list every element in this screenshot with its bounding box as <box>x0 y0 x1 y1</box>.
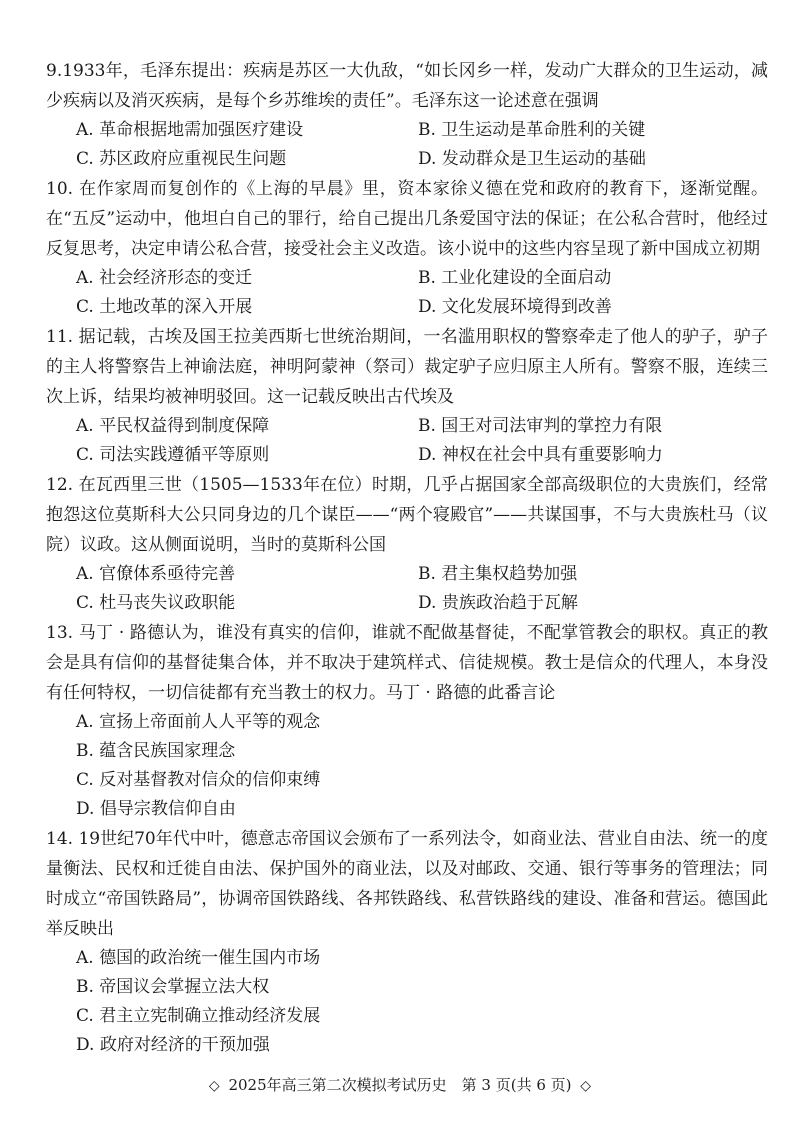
option-a: A. 宣扬上帝面前人人平等的观念 <box>76 712 321 732</box>
question-11 <box>46 322 768 470</box>
options <box>76 944 768 1060</box>
option-b: B. 卫生运动是革命胜利的关键 <box>418 120 646 140</box>
option-c: C. 司法实践遵循平等原则 <box>76 445 270 465</box>
option-c: C. 苏区政府应重视民生问题 <box>76 149 287 169</box>
question-14 <box>46 824 768 1060</box>
option-b: B. 蕴含民族国家理念 <box>76 741 236 761</box>
question-stem: 12. 在瓦西里三世（1505—1533年在位）时期，几乎占据国家全部高级职位的大贵族们，经常抱怨这位莫斯科大公只同身边的几个谋臣——“两个寝殿官”——共谋国事，不与大贵族杜马（议院）议政。这从侧面说明，当时的莫斯科公国 <box>46 475 768 555</box>
option-a: A. 革命根据地需加强医疗建设 <box>76 120 304 140</box>
question-stem: 11. 据记载，古埃及国王拉美西斯七世统治期间，一名滥用职权的警察牵走了他人的驴子，驴子的主人将警察告上神谕法庭，神明阿蒙神（祭司）裁定驴子应归原主人所有。警察不服，连续三次上诉，结果均被神明驳回。这一记载反映出古代埃及 <box>46 327 768 407</box>
page-footer <box>0 1074 800 1097</box>
option-d: D. 倡导宗教信仰自由 <box>76 799 236 819</box>
option-a: A. 平民权益得到制度保障 <box>76 416 270 436</box>
options <box>76 560 768 618</box>
option-b: B. 帝国议会掌握立法大权 <box>76 977 270 997</box>
option-b: B. 工业化建设的全面启动 <box>418 268 612 288</box>
question-stem: 13. 马丁 · 路德认为，谁没有真实的信仰，谁就不配做基督徒，不配掌管教会的职权。真正的教会是具有信仰的基督徒集合体，并不取决于建筑样式、信徒规模。教士是信众的代理人，本身没有任何特权，一切信徒都有充当教士的权力。马丁 · 路德的此番言论 <box>46 623 768 703</box>
options <box>76 264 768 322</box>
option-d: D. 贵族政治趋于瓦解 <box>418 593 578 613</box>
option-c: C. 土地改革的深入开展 <box>76 297 253 317</box>
option-d: D. 神权在社会中具有重要影响力 <box>418 445 663 465</box>
question-12 <box>46 470 768 618</box>
options <box>76 412 768 470</box>
option-d: D. 发动群众是卫生运动的基础 <box>418 149 646 169</box>
question-stem: 9.1933年，毛泽东提出：疾病是苏区一大仇敌，“如长冈乡一样，发动广大群众的卫生运动，减少疾病以及消灭疾病，是每个乡苏维埃的责任”。毛泽东这一论述意在强调 <box>46 61 768 111</box>
question-9 <box>46 56 768 174</box>
option-b: B. 国王对司法审判的掌控力有限 <box>418 416 663 436</box>
option-c: C. 反对基督教对信众的信仰束缚 <box>76 770 321 790</box>
options <box>76 708 768 824</box>
options <box>76 116 768 174</box>
diamond-icon: ◇ <box>580 1078 592 1094</box>
option-a: A. 官僚体系亟待完善 <box>76 564 236 584</box>
footer-text: 2025年高三第二次模拟考试历史 第 3 页(共 6 页) <box>228 1076 572 1094</box>
option-c: C. 君主立宪制确立推动经济发展 <box>76 1006 321 1026</box>
diamond-icon: ◇ <box>208 1078 220 1094</box>
option-b: B. 君主集权趋势加强 <box>418 564 578 584</box>
option-d: D. 政府对经济的干预加强 <box>76 1035 270 1055</box>
option-d: D. 文化发展环境得到改善 <box>418 297 612 317</box>
question-list <box>46 56 768 1060</box>
option-c: C. 杜马丧失议政职能 <box>76 593 236 613</box>
option-a: A. 德国的政治统一催生国内市场 <box>76 948 321 968</box>
question-stem: 14. 19世纪70年代中叶，德意志帝国议会颁布了一系列法令，如商业法、营业自由法、统一的度量衡法、民权和迁徙自由法、保护国外的商业法，以及对邮政、交通、银行等事务的管理法；同时成立“帝国铁路局”，协调帝国铁路线、各邦铁路线、私营铁路线的建设、准备和营运。德国此举反映出 <box>46 829 768 939</box>
question-stem: 10. 在作家周而复创作的《上海的早晨》里，资本家徐义德在党和政府的教育下，逐渐觉醒。在“五反”运动中，他坦白自己的罪行，给自己提出几条爱国守法的保证；在公私合营时，他经过反复思考，决定申请公私合营，接受社会主义改造。该小说中的这些内容呈现了新中国成立初期 <box>46 179 768 259</box>
option-a: A. 社会经济形态的变迁 <box>76 268 253 288</box>
question-10 <box>46 174 768 322</box>
question-13 <box>46 618 768 824</box>
